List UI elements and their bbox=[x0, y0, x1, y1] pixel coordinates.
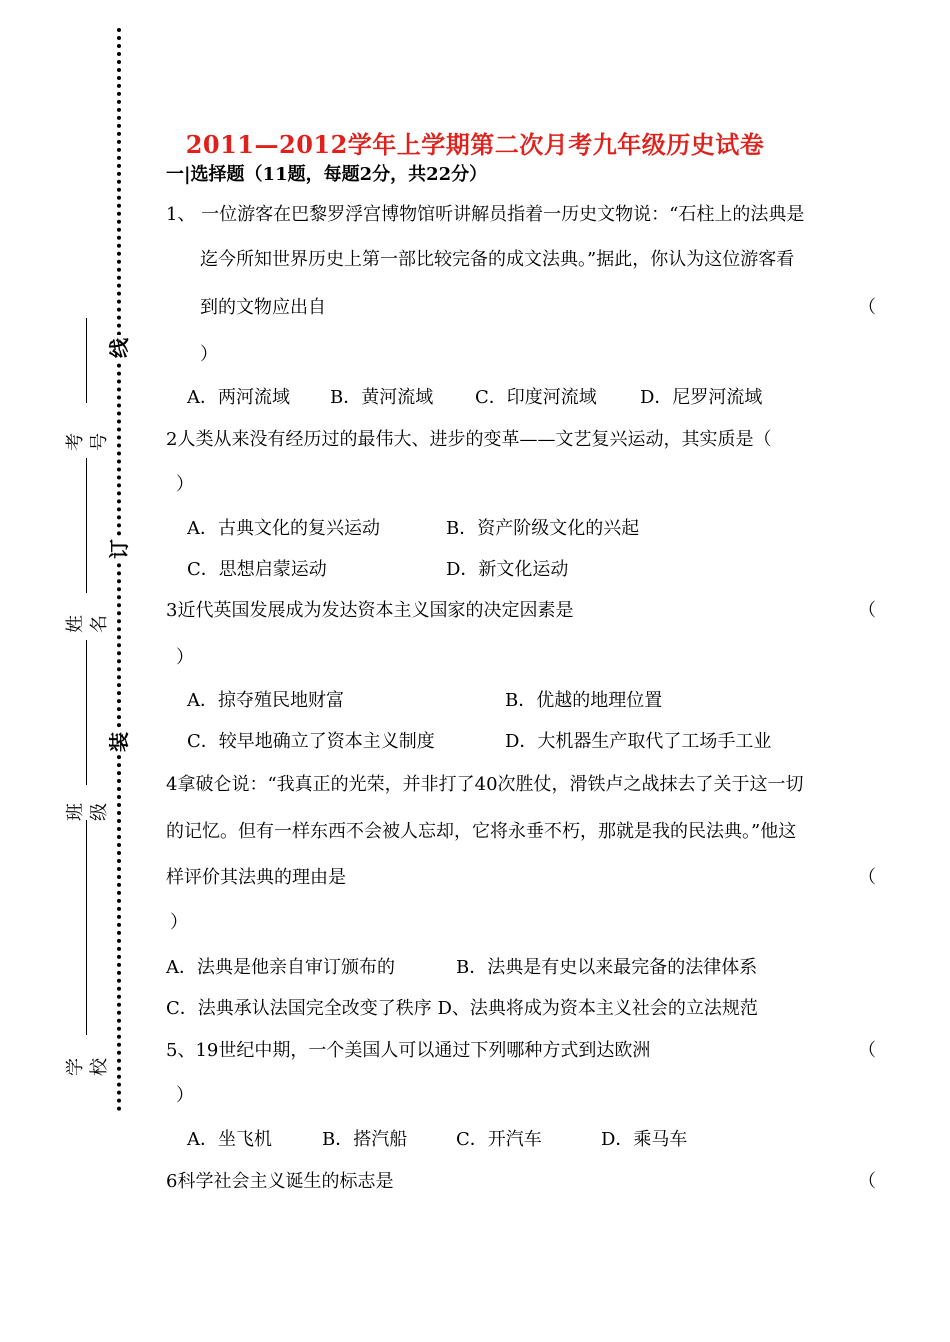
q2-line1: 2人类从来没有经历过的最伟大、进步的变革——文艺复兴运动，其实质是（ bbox=[166, 429, 772, 450]
q6-answer-open: （ bbox=[858, 1171, 876, 1192]
binding-mark-xian: 线 bbox=[106, 335, 132, 361]
class-underline bbox=[86, 640, 87, 785]
q5-answer-open: （ bbox=[858, 1040, 876, 1061]
binding-mark-ding: 订 bbox=[106, 536, 132, 562]
q5-answer-close: ） bbox=[176, 1085, 194, 1106]
q3-option-c: C．较早地确立了资本主义制度 bbox=[187, 731, 435, 752]
q4-line1: 4拿破仑说：“我真正的光荣，并非打了40次胜仗，滑铁卢之战抹去了关于这一切 bbox=[166, 774, 804, 795]
q2-answer-close: ） bbox=[176, 474, 194, 495]
name-label: 姓名 bbox=[65, 615, 110, 633]
exam-title: 2011—2012学年上学期第二次月考九年级历史试卷 bbox=[185, 130, 765, 159]
q3-answer-close: ） bbox=[176, 647, 194, 668]
q2-option-d: D．新文化运动 bbox=[446, 559, 569, 580]
section-heading: 一|选择题（11题，每题2分，共22分） bbox=[166, 164, 488, 185]
q5-option-c: C．开汽车 bbox=[456, 1129, 542, 1150]
q5-line1: 5、19世纪中期，一个美国人可以通过下列哪种方式到达欧洲 bbox=[166, 1040, 651, 1061]
q2-option-b: B．资产阶级文化的兴起 bbox=[446, 518, 640, 539]
q4-option-b: B．法典是有史以来最完备的法律体系 bbox=[456, 957, 758, 978]
examno-underline bbox=[86, 318, 87, 403]
q6-line1: 6科学社会主义诞生的标志是 bbox=[166, 1171, 394, 1192]
q4-line2: 的记忆。但有一样东西不会被人忘却，它将永垂不朽，那就是我的民法典。”他这 bbox=[166, 821, 797, 842]
name-underline bbox=[86, 458, 87, 593]
q1-option-a: A．两河流域 bbox=[187, 387, 290, 408]
q4-option-a: A．法典是他亲自审订颁布的 bbox=[166, 957, 395, 978]
q1-option-d: D．尼罗河流域 bbox=[640, 387, 763, 408]
binding-dotted-line bbox=[117, 28, 121, 1112]
q1-line2: 迄今所知世界历史上第一部比较完备的成文法典。”据此，你认为这位游客看 bbox=[200, 249, 795, 270]
q1-answer-close: ） bbox=[200, 344, 218, 365]
class-label: 班级 bbox=[65, 803, 110, 821]
q4-option-cd: C．法典承认法国完全改变了秩序 D、法典将成为资本主义社会的立法规范 bbox=[166, 998, 758, 1019]
q4-answer-close: ） bbox=[170, 912, 188, 933]
examno-label: 考号 bbox=[65, 433, 110, 451]
q3-line1: 3近代英国发展成为发达资本主义国家的决定因素是 bbox=[166, 600, 574, 621]
q5-option-a: A．坐飞机 bbox=[187, 1129, 272, 1150]
q1-line3: 到的文物应出自 bbox=[200, 297, 326, 318]
q2-option-a: A．古典文化的复兴运动 bbox=[187, 518, 380, 539]
q1-option-c: C．印度河流域 bbox=[475, 387, 597, 408]
q3-option-d: D．大机器生产取代了工场手工业 bbox=[505, 731, 772, 752]
q4-answer-open: （ bbox=[858, 867, 876, 888]
q1-answer-open: （ bbox=[858, 297, 876, 318]
binding-mark-zhuang: 装 bbox=[106, 729, 132, 755]
q4-line3: 样评价其法典的理由是 bbox=[166, 867, 346, 888]
q3-option-b: B．优越的地理位置 bbox=[505, 690, 663, 711]
q2-option-c: C．思想启蒙运动 bbox=[187, 559, 327, 580]
school-underline bbox=[86, 820, 87, 1035]
school-label: 学校 bbox=[65, 1058, 110, 1076]
q3-option-a: A．掠夺殖民地财富 bbox=[187, 690, 344, 711]
q5-option-b: B．搭汽船 bbox=[322, 1129, 408, 1150]
q3-answer-open: （ bbox=[858, 600, 876, 621]
q1-line1: 1、 一位游客在巴黎罗浮宫博物馆听讲解员指着一历史文物说：“石柱上的法典是 bbox=[166, 204, 805, 225]
q1-option-b: B．黄河流域 bbox=[330, 387, 434, 408]
q5-option-d: D．乘马车 bbox=[601, 1129, 688, 1150]
